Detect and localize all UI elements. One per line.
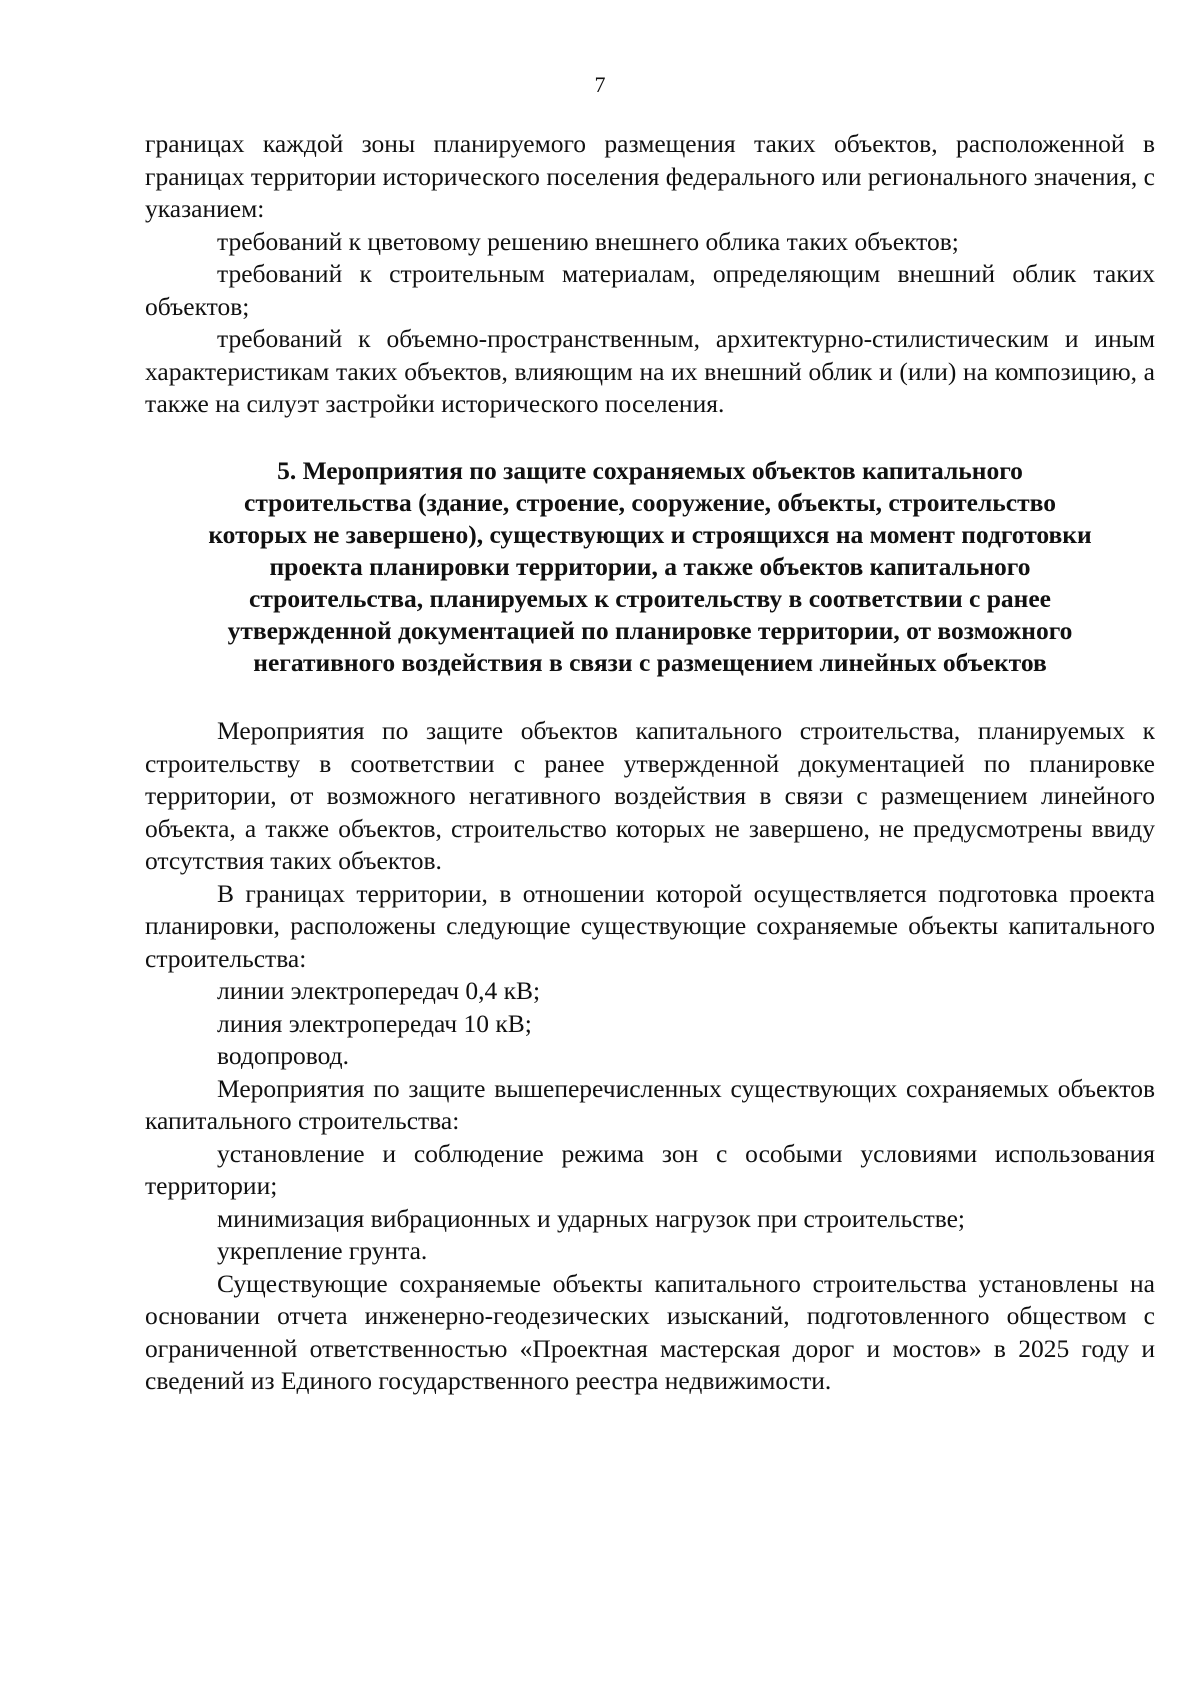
section-heading-line: негативного воздействия в связи с размещением линейных объектов <box>253 648 1047 677</box>
section-heading <box>145 455 1155 679</box>
body-list-item: установление и соблюдение режима зон с особыми условиями использования территории; <box>145 1138 1155 1200</box>
body-paragraph: В границах территории, в отношении которой осуществляется подготовка проекта планировки, расположены следующие существующие сохраняемые объекты капитального строительства: <box>145 878 1155 973</box>
intro-list-item: требований к цветовому решению внешнего облика таких объектов; <box>217 226 959 256</box>
body-list-item: укрепление грунта. <box>217 1236 428 1265</box>
body-block <box>145 715 1155 1398</box>
section-heading-line: которых не завершено), существующих и строящихся на момент подготовки <box>208 520 1092 549</box>
section-heading-line: строительства, планируемых к строительству в соответствии с ранее <box>249 584 1051 613</box>
body-paragraph: Мероприятия по защите объектов капитального строительства, планируемых к строительству в соответствии с ранее утвержденной документацией по планировке территории, от возможного негативного воздействия в связи с размещением линейного объекта, а также объектов, строительство которых не завершено, не предусмотрены ввиду отсутствия таких объектов. <box>145 716 1155 875</box>
page-number: 7 <box>594 72 606 97</box>
body-list-item: линия электропередач 10 кВ; <box>217 1008 532 1038</box>
body-list-item: водопровод. <box>217 1041 349 1070</box>
intro-block <box>145 128 1155 421</box>
intro-list-item: требований к объемно-пространственным, архитектурно-стилистическим и иным характеристикам таких объектов, влияющим на их внешний облик и (или) на композицию, а также на силуэт застройки исторического поселения. <box>145 324 1155 418</box>
body-paragraph: Существующие сохраняемые объекты капитального строительства установлены на основании отчета инженерно-геодезических изысканий, подготовленного обществом с ограниченной ответственностью «Проектная мастерская дорог и мостов» в 2025 году и сведений из Единого государственного реестра недвижимости. <box>145 1268 1155 1395</box>
body-paragraph: Мероприятия по защите вышеперечисленных существующих сохраняемых объектов капитального строительства: <box>145 1073 1155 1135</box>
body-list-item: минимизация вибрационных и ударных нагрузок при строительстве; <box>217 1203 966 1233</box>
section-heading-line: 5. Мероприятия по защите сохраняемых объектов капитального <box>277 456 1023 485</box>
body-list-item: линии электропередач 0,4 кВ; <box>217 976 541 1005</box>
intro-list-item: требований к строительным материалам, определяющим внешний облик таких объектов; <box>145 259 1155 321</box>
section-heading-line: утвержденной документацией по планировке территории, от возможного <box>227 616 1073 645</box>
section-heading-line: проекта планировки территории, а также объектов капитального <box>269 552 1031 581</box>
intro-paragraph: границах каждой зоны планируемого размещения таких объектов, расположенной в границах территории исторического поселения федерального или регионального значения, с указанием: <box>145 129 1155 223</box>
section-heading-line: строительства (здание, строение, сооружение, объекты, строительство <box>244 488 1056 517</box>
